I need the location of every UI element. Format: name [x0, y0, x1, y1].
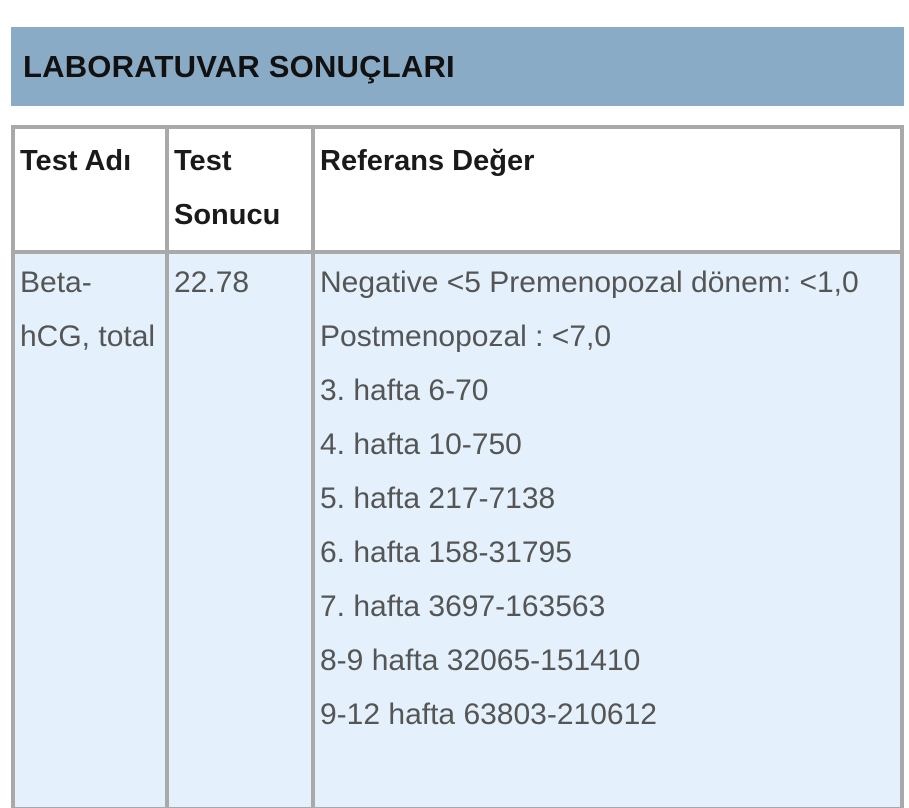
section-title-bar — [11, 27, 904, 106]
section-title: LABORATUVAR SONUÇLARI — [23, 48, 455, 84]
reference-line: 3. hafta 6-70 — [320, 374, 489, 407]
cell-test-name: Beta-hCG, total — [13, 252, 167, 808]
reference-line: 7. hafta 3697-163563 — [320, 590, 606, 623]
reference-line: 9-12 hafta 63803-210612 — [320, 698, 657, 731]
lab-results-table — [11, 125, 904, 808]
header-test-result: Test Sonucu — [167, 127, 313, 252]
reference-line: 4. hafta 10-750 — [320, 428, 522, 461]
header-test-name: Test Adı — [13, 127, 167, 252]
reference-intro: Negative <5 Premenopozal dönem: <1,0 Postmenopozal : <7,0 — [320, 266, 859, 353]
cell-test-result: 22.78 — [167, 252, 313, 808]
table-header-row — [13, 127, 902, 252]
reference-line: 8-9 hafta 32065-151410 — [320, 644, 641, 677]
cell-reference-value — [313, 252, 902, 808]
reference-line: 6. hafta 158-31795 — [320, 536, 572, 569]
reference-line: 5. hafta 217-7138 — [320, 482, 556, 515]
header-reference-value: Referans Değer — [313, 127, 902, 252]
table-row — [13, 252, 902, 808]
